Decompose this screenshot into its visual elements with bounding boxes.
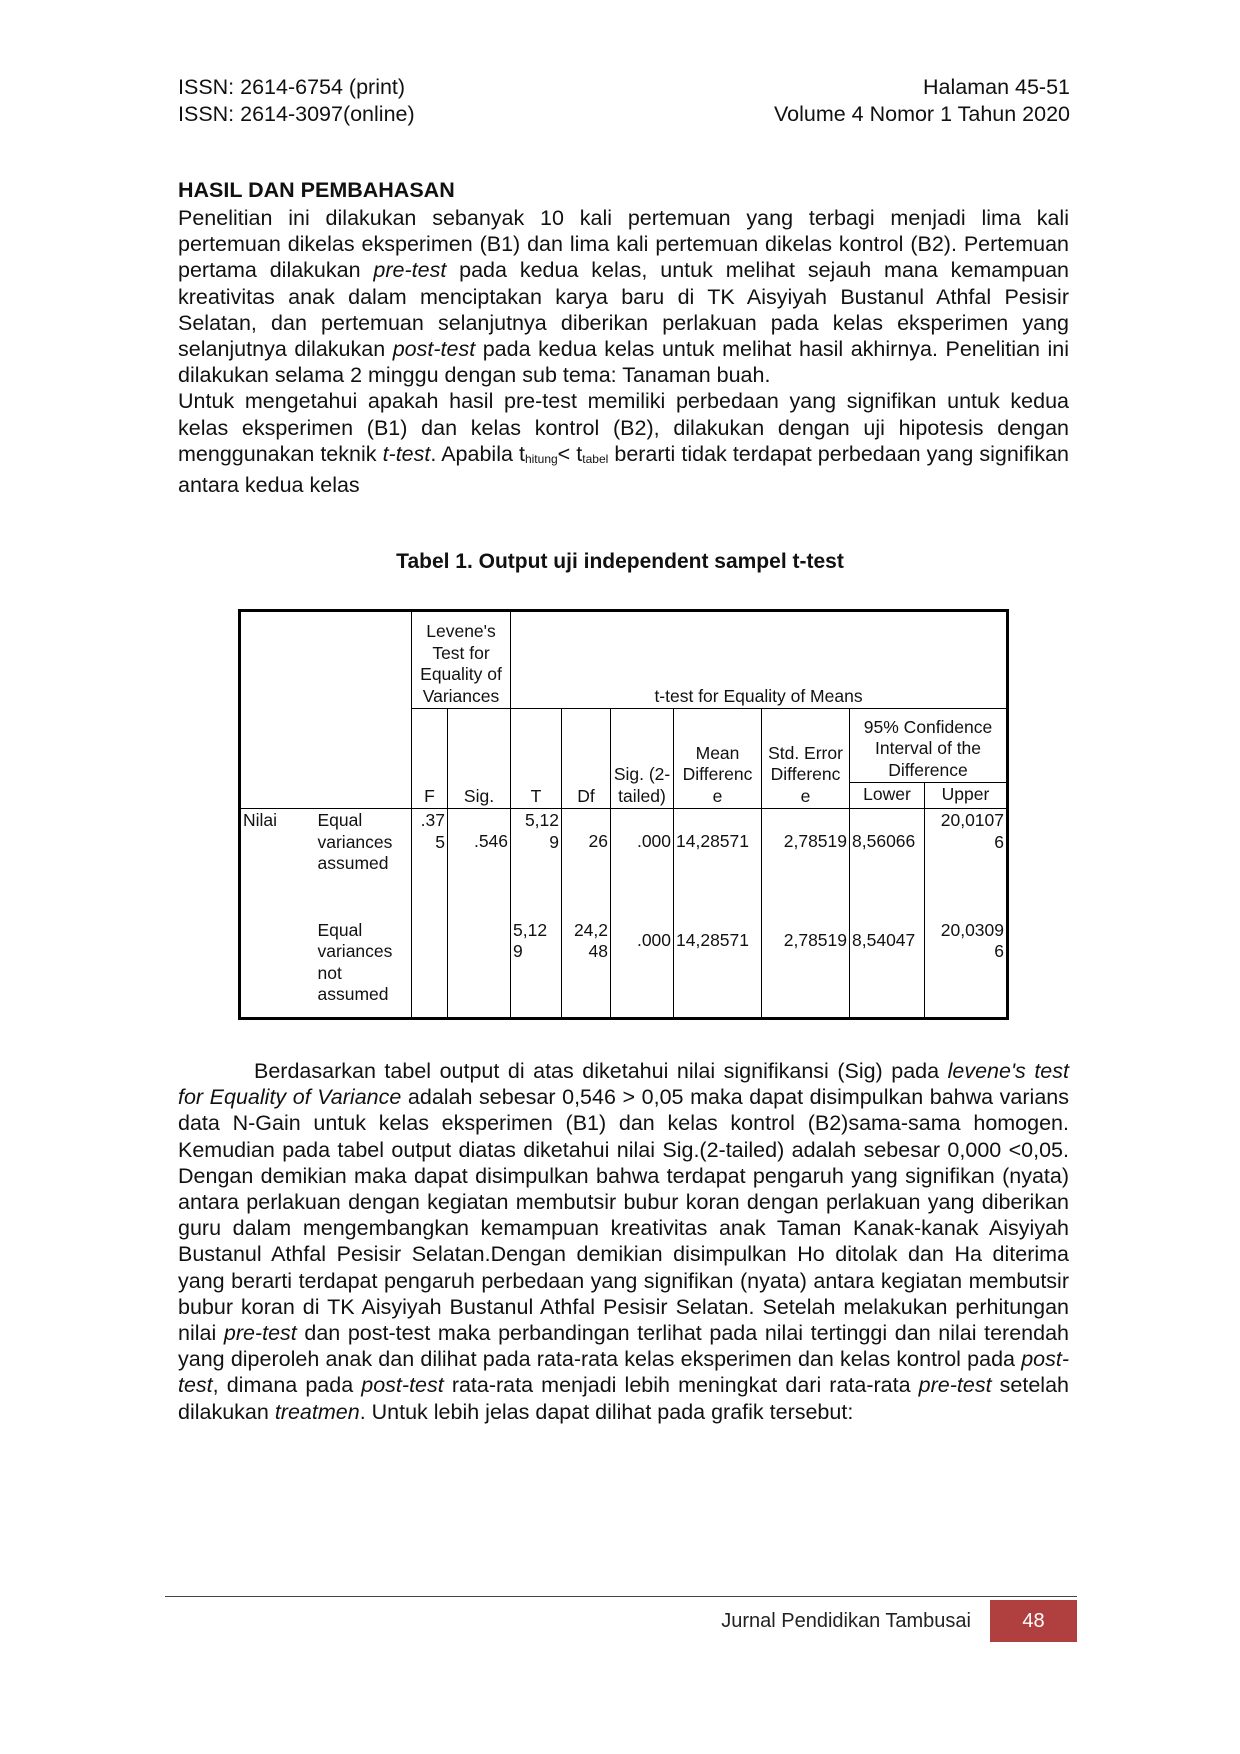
cell-lower: 8,56066 (850, 809, 925, 919)
cell-f (412, 919, 448, 1019)
col-header-df: Df (562, 709, 611, 809)
ttest-output-table (238, 609, 1009, 1020)
footer-page-number: 48 (990, 1600, 1077, 1642)
text-run: . Untuk lebih jelas dapat dilihat pada grafik tersebut: (359, 1399, 854, 1424)
cell-df: 24,2 48 (562, 919, 611, 1019)
italic-run: levene's test for Equality of Variance (178, 1059, 1069, 1110)
footer-journal-name: Jurnal Pendidikan Tambusai (721, 1610, 971, 1632)
text-run: pada kedua kelas untuk melihat hasil akhirnya. Penelitian ini dilakukan selama 2 minggu dengan sub tema: Tanaman buah. (178, 337, 1069, 388)
cell-f: .37 5 (412, 809, 448, 919)
header-issn (178, 74, 415, 128)
row-label: Equal variances assumed (316, 809, 412, 919)
cell-upper: 20,0309 6 (940, 919, 1005, 961)
italic-run: pre-test (373, 258, 447, 283)
page-range: Halaman 45-51 (922, 75, 1070, 99)
paragraph-2 (178, 388, 1069, 498)
cell-mean-difference: 14,28571 (674, 809, 762, 919)
ci-group-header: 95% Confidence Interval of the Difference (850, 709, 1008, 783)
italic-run: post-test (361, 1373, 444, 1398)
ttest-group-header: t-test for Equality of Means (654, 685, 863, 706)
text-run: . Apabila t (430, 441, 525, 466)
table-corner (240, 611, 412, 783)
volume-info: Volume 4 Nomor 1 Tahun 2020 (773, 102, 1070, 126)
issn-print: ISSN: 2614-6754 (print) (178, 75, 406, 99)
text-run: pada kedua kelas, untuk melihat sejauh mana kemampuan kreativitas anak dalam menciptakan karya baru di TK Aisyiyah Bustanul Athfal Pesisir Selatan, dan pertemuan selanjutnya diberikan perlakuan pada kelas eksperimen yang selanjutnya dilakukan (178, 258, 1069, 362)
col-header-t: T (511, 709, 562, 809)
row-group-label: Nilai (240, 809, 316, 1019)
paragraph-3 (178, 1058, 1069, 1425)
italic-run: post-test (178, 1347, 1069, 1398)
table-caption: Tabel 1. Output uji independent sampel t-test (396, 550, 844, 573)
text-run: < t (557, 441, 583, 466)
cell-sig: .546 (448, 809, 511, 919)
italic-run: treatmen (274, 1399, 360, 1424)
text-run: berarti tidak terdapat perbedaan yang signifikan antara kedua kelas (178, 441, 1069, 498)
cell-upper: 20,0107 6 (925, 809, 1008, 919)
col-header-f: F (412, 709, 448, 809)
text-run: Penelitian ini dilakukan sebanyak 10 kali pertemuan yang terbagi menjadi lima kali pertemuan dikelas eksperimen (B1) dan lima kali pertemuan dikelas kontrol (B2). Pertemuan pertama dilakukan (178, 206, 1069, 283)
cell-sig-2-tailed: .000 (611, 919, 674, 1019)
cell-t: 5,12 9 (511, 809, 562, 919)
footer-divider (165, 1596, 1077, 1597)
text-run: adalah sebesar 0,546 > 0,05 maka dapat disimpulkan bahwa varians data N-Gain untuk kelas eksperimen (B1) dan kelas kontrol (B2)sama-sama homogen. Kemudian pada tabel output diatas diketahui nilai Sig.(2-tailed) adalah sebesar 0,000 <0,05. Dengan demikian maka dapat disimpulkan bahwa terdapat pengaruh yang signifikan (nyata) antara perlakuan dengan kegiatan membutsir bubur koran dengan perlakuan yang diberikan guru dalam mengembangkan kemampuan kreativitas anak Taman Kanak-kanak Aisyiyah Bustanul Athfal Pesisir Selatan.Dengan demikian disimpulkan Ho ditolak dan Ha diterima yang berarti terdapat pengaruh perbedaan yang signifikan (nyata) antara kegiatan membutsir bubur koran di TK Aisyiyah Bustanul Athfal Pesisir Selatan. Setelah melakukan perhitungan nilai (178, 1085, 1069, 1346)
text-run: dan post-test maka perbandingan terlihat pada nilai tertinggi dan nilai terendah yang diperoleh anak dan dilihat pada rata-rata kelas eksperimen dan kelas kontrol pada (178, 1321, 1069, 1372)
subscript-tabel: tabel (582, 451, 609, 466)
col-header-upper: Upper (941, 784, 990, 804)
cell-std-error: 2,78519 (762, 919, 850, 1019)
issn-online: ISSN: 2614-3097(online) (178, 102, 415, 126)
col-header-sig: Sig. (448, 709, 511, 809)
subscript-hitung: hitung (524, 451, 558, 466)
italic-run: t-test (382, 441, 431, 466)
text-run: Berdasarkan tabel output di atas diketahui nilai signifikansi (Sig) pada (254, 1059, 948, 1083)
cell-sig-2-tailed: .000 (611, 809, 674, 919)
cell-std-error: 2,78519 (762, 809, 850, 919)
header-spacer (240, 783, 412, 809)
levene-group-header: Levene's Test for Equality of Variances (412, 611, 511, 709)
italic-run: post-test (392, 337, 476, 362)
cell-sig (448, 919, 511, 1019)
text-run: rata-rata menjadi lebih meningkat dari rata-rata (443, 1373, 919, 1398)
italic-run: pre-test (223, 1321, 297, 1346)
paragraph-1 (178, 205, 1069, 388)
intro-paragraphs (178, 205, 1069, 498)
row-label: Equal variances not assumed (317, 919, 393, 1004)
col-header-lower: Lower (850, 783, 925, 809)
col-header-sig-2-tailed: Sig. (2-tailed) (611, 709, 674, 809)
italic-run: pre-test (918, 1373, 992, 1398)
cell-lower: 8,54047 (850, 919, 925, 1019)
table-row (240, 809, 1008, 919)
text-run: setelah dilakukan (178, 1373, 1069, 1424)
cell-mean-difference: 14,28571 (674, 919, 762, 1019)
col-header-std-error-difference: Std. Error Differenc e (762, 709, 850, 809)
text-run: Untuk mengetahui apakah hasil pre-test memiliki perbedaan yang signifikan untuk kedua kelas eksperimen (B1) dan kelas kontrol (B2), dilakukan dengan uji hipotesis dengan menggunakan teknik (178, 389, 1069, 466)
col-header-mean-difference: Mean Differenc e (674, 709, 762, 809)
section-title: HASIL DAN PEMBAHASAN (178, 178, 455, 202)
header-volume (774, 74, 1070, 128)
discussion-paragraph (178, 1058, 1069, 1425)
cell-t: 5,12 9 (511, 919, 562, 1019)
table-row (240, 919, 1008, 1019)
text-run: , dimana pada (212, 1373, 362, 1398)
cell-df: 26 (562, 809, 611, 919)
